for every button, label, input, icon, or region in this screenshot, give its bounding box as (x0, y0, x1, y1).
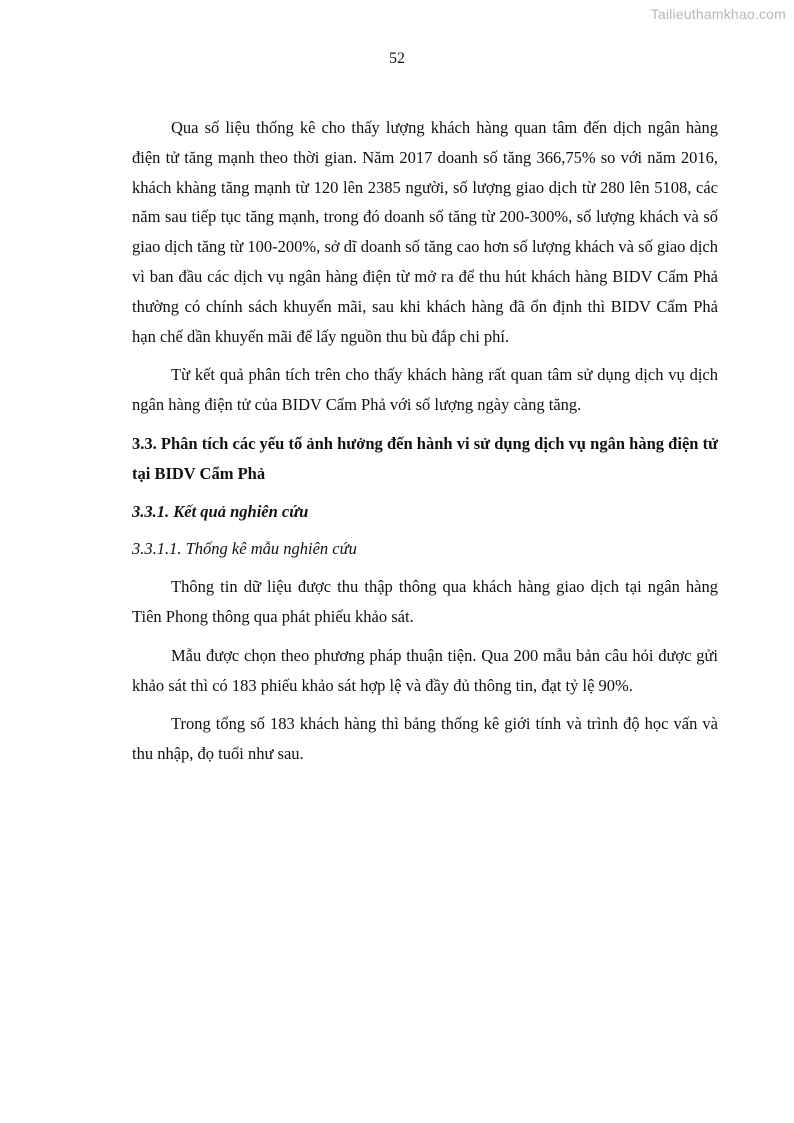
watermark: Tailieuthamkhao.com (650, 6, 786, 22)
section-heading-3-3-1: 3.3.1. Kết quả nghiên cứu (132, 501, 309, 521)
section-heading-3-3: 3.3. Phân tích các yếu tố ảnh hưởng đến hành vi sử dụng dịch vụ ngân hàng điện tử tại BIDV Cẩm Phả (132, 433, 718, 483)
paragraph-conclusion: Từ kết quả phân tích trên cho thấy khách hàng rất quan tâm sử dụng dịch vụ dịch ngân hàng điện tử của BIDV Cẩm Phả với số lượng ngày càng tăng. (132, 365, 718, 415)
document-body (132, 113, 718, 778)
section-heading-3-3-1-1: 3.3.1.1. Thống kê mẫu nghiên cứu (132, 539, 357, 559)
paragraph-sampling: Mẫu được chọn theo phương pháp thuận tiện. Qua 200 mẫu bản câu hỏi được gửi khảo sát thì có 183 phiếu khảo sát hợp lệ và đầy đủ thông tin, đạt tỷ lệ 90%. (132, 645, 718, 695)
paragraph-data-collection: Thông tin dữ liệu được thu thập thông qua khách hàng giao dịch tại ngân hàng Tiên Phong thông qua phát phiếu khảo sát. (132, 577, 718, 626)
paragraph-sample-description: Trong tổng số 183 khách hàng thì bảng thống kê giới tính và trình độ học vấn và thu nhập, đọ tuổi như sau. (132, 714, 718, 764)
page-number: 52 (389, 50, 405, 67)
paragraph-statistics-summary: Qua số liệu thống kê cho thấy lượng khách hàng quan tâm đến dịch ngân hàng điện tử tăng mạnh theo thời gian. Năm 2017 doanh số tăng 366,75% so với năm 2016, khách khàng tăng mạnh từ 120 lên 2385 người, số lượng giao dịch từ 280 lên 5108, các năm sau tiếp tục tăng mạnh, trong đó doanh số tăng từ 200-300%, số lượng khách và số giao dịch tăng từ 100-200%, sở dĩ doanh số tăng cao hơn số lượng khách và số giao dịch vì ban đầu các dịch vụ ngân hàng điện từ mở ra để thu hút khách hàng BIDV Cẩm Phả thường có chính sách khuyến mãi, sau khi khách hàng đã ổn định thì BIDV Cẩm Phả hạn chế dần khuyến mãi để lấy nguồn thu bù đắp chi phí. (132, 118, 718, 346)
